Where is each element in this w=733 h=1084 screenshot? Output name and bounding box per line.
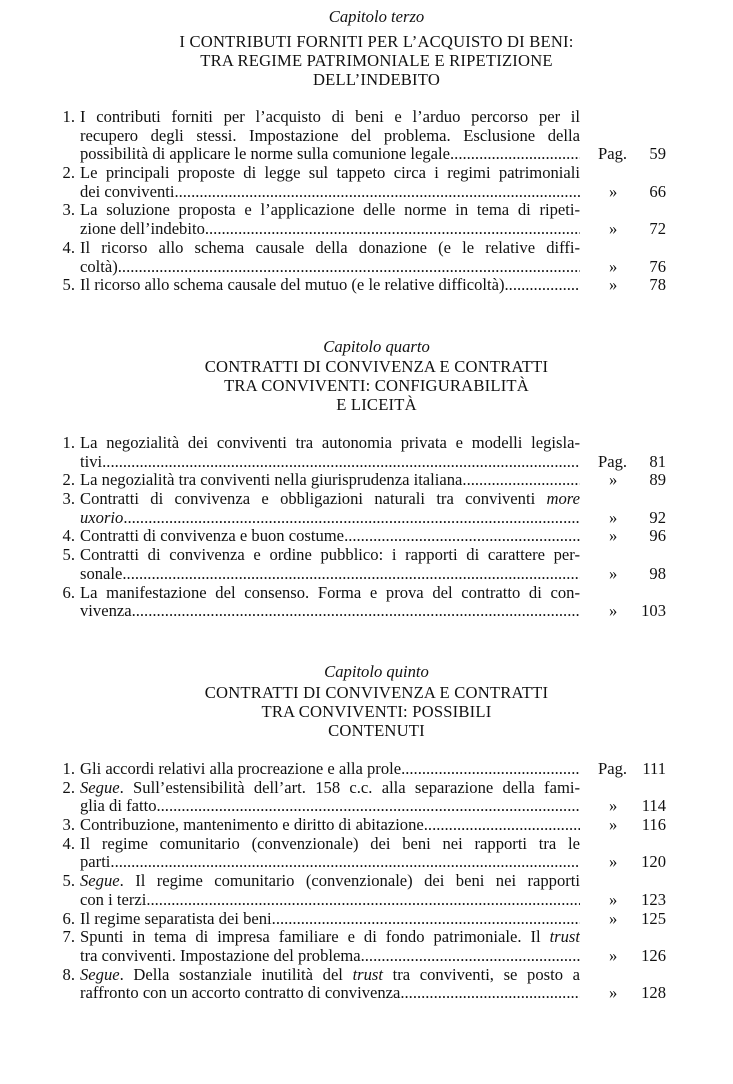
dot-leader [122,565,580,584]
page-number: 103 [641,601,666,621]
toc-entry[interactable] [0,779,733,816]
toc-entry-text: Contratti di convivenza e ordine pubblico: i rapporti di carattere per- [80,546,580,565]
dot-leader [424,816,580,835]
dot-leader [505,276,580,295]
chapter-title-line: CONTRATTI DI CONVIVENZA E CONTRATTI [204,357,549,376]
page-prefix: » [609,256,618,276]
toc-entry-number: 2. [62,163,75,183]
dot-leader [102,453,580,472]
page-prefix: » [609,908,618,928]
chapter-label: Capitolo quarto [323,337,430,356]
toc-entry-number: 2. [62,777,75,797]
toc-entry-text: tra conviventi. Impostazione del problema. [80,946,365,965]
toc-entry-text: dei conviventi [80,182,175,201]
chapter-title-line: I CONTRIBUTI FORNITI PER L’ACQUISTO DI BENI: [179,32,574,51]
toc-entry-text: La negozialità tra conviventi nella giurisprudenza italiana [80,471,463,490]
page-prefix: » [609,470,618,490]
page-number: 89 [649,470,666,490]
toc-entry-text: vivenza [80,602,132,621]
toc-entry-text: Il ricorso allo schema causale della donazione (e le relative diffi- [80,238,580,257]
chapter-title-line: E LICEITÀ [336,395,417,414]
dot-leader [405,760,580,779]
dot-leader [132,602,580,621]
dot-leader [118,258,580,277]
chapter-label: Capitolo quinto [324,662,429,681]
dot-leader [454,145,580,164]
page-number: 76 [649,256,666,276]
toc-entry[interactable] [0,584,733,621]
toc-entry-text: I contributi forniti per l’acquisto di beni e l’arduo percorso per il [80,108,580,126]
toc-entry-number: 2. [62,470,75,490]
page-number: 72 [649,219,666,239]
toc-entry[interactable] [0,108,733,164]
toc-entry-text: Contratti di convivenza e buon costume [80,527,345,546]
toc-entry-text: Segue. Il regime comunitario (convenzionale) dei beni nei rapporti [80,872,580,891]
toc-entry-list [0,434,733,621]
toc-entry-text: Il regime comunitario (convenzionale) dei beni nei rapporti tra le [80,834,580,853]
toc-entry-list [0,760,733,1003]
toc-entry-text: con i terzi. [80,890,151,909]
chapter-title [0,358,733,415]
toc-entry-text: glia di fatto. [80,797,161,816]
toc-entry-number: 5. [62,275,75,295]
page-number: 92 [649,507,666,527]
toc-entry[interactable] [0,816,733,835]
chapter-title-line: DELL’INDEBITO [312,70,441,89]
toc-entry-text: Il regime separatista dei beni. [80,909,276,928]
toc-entry-text: sonale [80,564,123,583]
page-number: 66 [649,181,666,201]
page-number: 126 [641,945,666,965]
toc-entry-text: parti. [80,853,115,872]
toc-entry-number: 3. [62,200,75,220]
toc-entry[interactable] [0,966,733,1003]
toc-entry-text: Contribuzione, mantenimento e diritto di abitazione [80,816,424,835]
toc-entry[interactable] [0,471,733,490]
toc-entry[interactable] [0,910,733,929]
toc-entry[interactable] [0,872,733,909]
toc-entry-number: 1. [62,107,75,126]
toc-entry[interactable] [0,760,733,779]
chapter-title [0,33,733,90]
toc-entry-number: 4. [62,237,75,257]
toc-entry-text: La manifestazione del consenso. Forma e prova del contratto di con- [80,583,580,602]
toc-entry-text: raffronto con un accorto contratto di convivenza. [80,984,405,1003]
toc-entry-number: 6. [62,908,75,928]
toc-entry-text: Spunti in tema di impresa familiare e di fondo patrimoniale. Il trust [80,928,580,947]
chapter-title-line: CONTENUTI [328,721,425,740]
toc-entry-number: 8. [62,964,75,984]
toc-entry-text: coltà) [80,257,118,276]
dot-leader [365,947,580,966]
toc-entry-number: 1. [62,759,75,778]
toc-entry-text: recupero degli stessi. Impostazione del problema. Esclusione della [80,126,580,145]
toc-entry-number: 3. [62,815,75,835]
page-number: 78 [649,275,666,295]
toc-entry[interactable] [0,490,733,527]
toc-entry-text: Segue. Della sostanziale inutilità del trust tra conviventi, se posto a [80,965,580,984]
page-prefix: Pag. [598,451,628,471]
toc-entry[interactable] [0,928,733,965]
page-prefix: » [609,507,618,527]
page-prefix: » [609,526,618,546]
toc-entry-number: 1. [62,433,75,452]
toc-entry-number: 6. [62,582,75,602]
toc-entry-text: Segue. Sull’estensibilità dell’art. 158 c.c. alla separazione della fami- [80,778,580,797]
toc-entry-text: Contratti di convivenza e obbligazioni naturali tra conviventi more [80,490,580,509]
page-prefix: Pag. [598,144,628,164]
page-prefix: » [609,563,618,583]
page-prefix: » [609,796,618,816]
chapter-title-line: TRA REGIME PATRIMONIALE E RIPETIZIONE [200,51,553,70]
page-number: 81 [649,451,666,471]
toc-entry-number: 3. [62,489,75,509]
page-number: 111 [642,759,666,778]
toc-entry-text: Gli accordi relativi alla procreazione e alla prole. [80,760,406,778]
chapter-title-line: TRA CONVIVENTI: CONFIGURABILITÀ [224,376,529,395]
chapter-title-line: TRA CONVIVENTI: POSSIBILI [261,702,492,721]
toc-entry[interactable] [0,527,733,546]
chapter-label: Capitolo terzo [328,7,425,26]
toc-entry-number: 4. [62,833,75,853]
page-number: 120 [641,852,666,872]
toc-entry[interactable] [0,546,733,583]
dot-leader [205,220,580,239]
toc-entry-list [0,108,733,295]
page-number: 128 [641,983,666,1003]
page-prefix: » [609,889,618,909]
dot-leader [161,797,580,816]
toc-entry[interactable] [0,276,733,295]
page-number: 96 [649,526,666,546]
page-number: 98 [649,563,666,583]
toc-entry[interactable] [0,201,733,238]
toc-entry-text: tivi [80,452,103,471]
toc-entry[interactable] [0,835,733,872]
dot-leader [344,527,580,546]
page-prefix: Pag. [598,759,628,778]
toc-entry[interactable] [0,239,733,276]
dot-leader [174,183,580,202]
toc-entry-number: 4. [62,526,75,546]
toc-entry-text: zione dell’indebito [80,220,205,239]
page-number: 125 [641,908,666,928]
toc-entry-number: 7. [62,927,75,947]
toc-entry-text: Le principali proposte di legge sul tappeto circa i regimi patrimoniali [80,164,580,183]
toc-entry-text: La soluzione proposta e l’applicazione delle norme in tema di ripeti- [80,201,580,220]
page-prefix: » [609,945,618,965]
page-number: 116 [641,815,666,835]
toc-entry-text: Il ricorso allo schema causale del mutuo (e le relative difficoltà) [80,276,505,295]
dot-leader [115,853,580,872]
chapter-title [0,684,733,741]
toc-entry[interactable] [0,434,733,471]
toc-entry-number: 5. [62,545,75,565]
toc-entry-text: possibilità di applicare le norme sulla comunione legale. [80,145,455,164]
page-number: 123 [641,889,666,909]
page-prefix: » [609,852,618,872]
page-prefix: » [609,983,618,1003]
toc-entry[interactable] [0,164,733,201]
dot-leader [462,471,580,490]
page-prefix: » [609,275,618,295]
page-prefix: » [609,601,618,621]
dot-leader [276,910,580,929]
dot-leader [151,891,581,910]
page-prefix: » [609,181,618,201]
page-number: 114 [641,796,666,816]
dot-leader [405,984,580,1003]
page-prefix: » [609,219,618,239]
page-prefix: » [609,815,618,835]
toc-entry-text: uxorio [80,508,124,527]
dot-leader [123,509,580,528]
chapter-title-line: CONTRATTI DI CONVIVENZA E CONTRATTI [204,683,549,702]
toc-entry-text: La negozialità dei conviventi tra autonomia privata e modelli legisla- [80,434,580,452]
toc-entry-number: 5. [62,871,75,891]
page-number: 59 [649,144,666,164]
